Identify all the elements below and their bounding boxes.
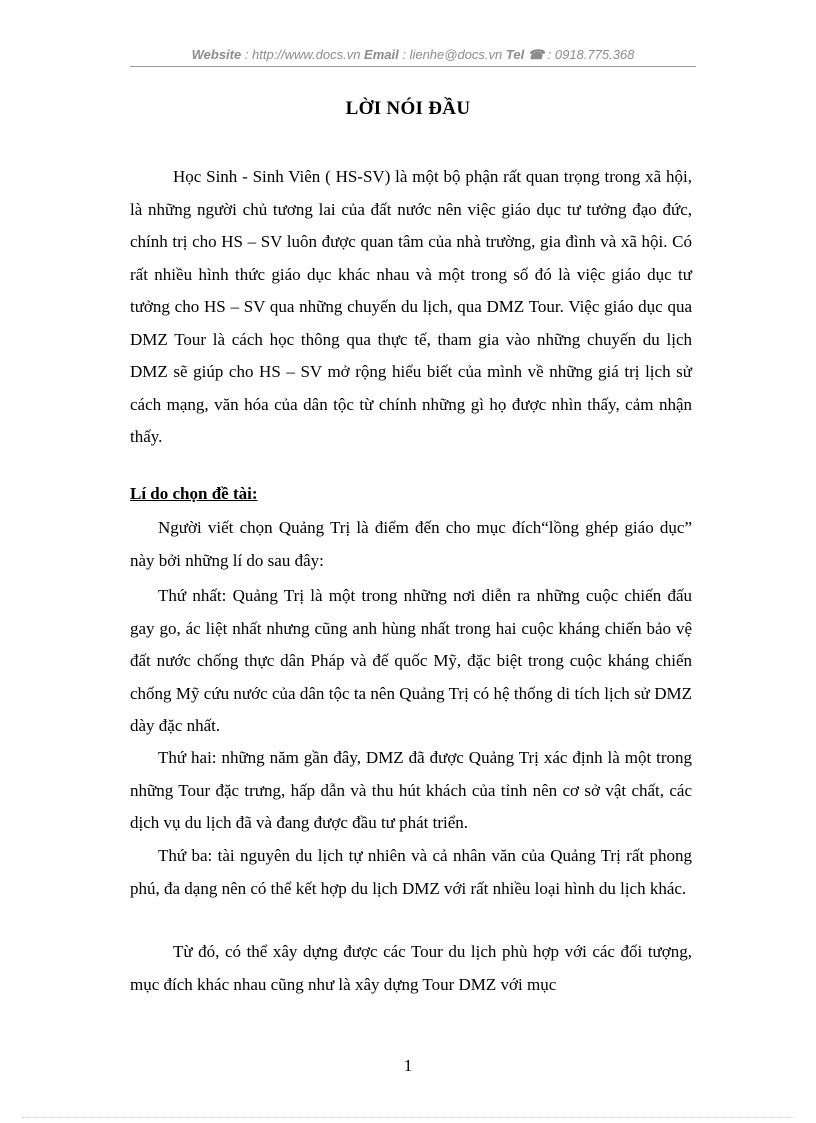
paragraph-reason-first — [130, 580, 692, 743]
paragraph-reason-second — [130, 742, 692, 840]
page-number: 1 — [403, 1056, 413, 1075]
tel-value: : 0918.775.368 — [544, 47, 635, 62]
paragraph-text: Thứ hai: những năm gần đây, DMZ đã được Quảng Trị xác định là một trong những Tour đặc trưng, hấp dẫn và thu hút khách của tỉnh nên cơ sở vật chất, các dịch vụ du lịch đã và đang được đầu tư phát triển. — [130, 748, 692, 832]
website-label: Website — [191, 47, 242, 62]
paragraph-reason-third — [130, 840, 692, 905]
tel-label: Tel — [505, 47, 525, 62]
intro-text: Học Sinh - Sinh Viên ( HS-SV) là một bộ phận rất quan trọng trong xã hội, là những người chủ tương lai của đất nước nên việc giáo dục tư tưởng đạo đức, chính trị cho HS – SV luôn được quan tâm của nhà trường, gia đình và xã hội. Có rất nhiều hình thức giáo dục khác nhau và một trong số đó là việc giáo dục tư tưởng cho HS – SV qua những chuyến du lịch, qua DMZ Tour. Việc giáo dục qua DMZ Tour là cách học thông qua thực tế, tham gia vào những chuyến du lịch DMZ sẽ giúp cho HS – SV mở rộng hiểu biết của mình về những giá trị lịch sử cách mạng, văn hóa của dân tộc từ chính những gì họ được nhìn thấy, cảm nhận thấy. — [130, 167, 692, 446]
paragraph-text: Người viết chọn Quảng Trị là điểm đến cho mục đích“lồng ghép giáo dục” này bởi những lí do sau đây: — [130, 518, 692, 570]
header-divider — [130, 66, 696, 67]
page-header — [130, 47, 696, 63]
email-label: Email — [364, 47, 399, 62]
paragraph-text: Từ đó, có thể xây dựng được các Tour du lịch phù hợp với các đối tượng, mục đích khác nhau cũng như là xây dựng Tour DMZ với mục — [130, 942, 692, 994]
paragraph-reason-intro — [130, 512, 692, 577]
email-value: : lienhe@docs.vn — [398, 47, 506, 62]
paragraph-text: Thứ ba: tài nguyên du lịch tự nhiên và cả nhân văn của Quảng Trị rất phong phú, đa dạng nên có thể kết hợp du lịch DMZ với rất nhiều loại hình du lịch khác. — [130, 846, 692, 898]
website-value: : http://www.docs.vn — [241, 47, 365, 62]
section-heading: Lí do chọn đề tài: — [130, 484, 258, 503]
document-title: LỜI NÓI ĐẦU — [345, 98, 471, 119]
intro-paragraph — [130, 161, 692, 454]
page-bottom-border — [22, 1117, 794, 1118]
telephone-icon: ☎ — [527, 47, 545, 62]
paragraph-conclusion — [130, 936, 692, 1001]
paragraph-text: Thứ nhất: Quảng Trị là một trong những nơi diễn ra những cuộc chiến đấu gay go, ác liệt nhất nhưng cũng anh hùng nhất trong hai cuộc kháng chiến bảo vệ đất nước chống thực dân Pháp và đế quốc Mỹ, đặc biệt trong cuộc kháng chiến chống Mỹ cứu nước của dân tộc ta nên Quảng Trị có hệ thống di tích lịch sử DMZ dày đặc nhất. — [130, 586, 692, 735]
